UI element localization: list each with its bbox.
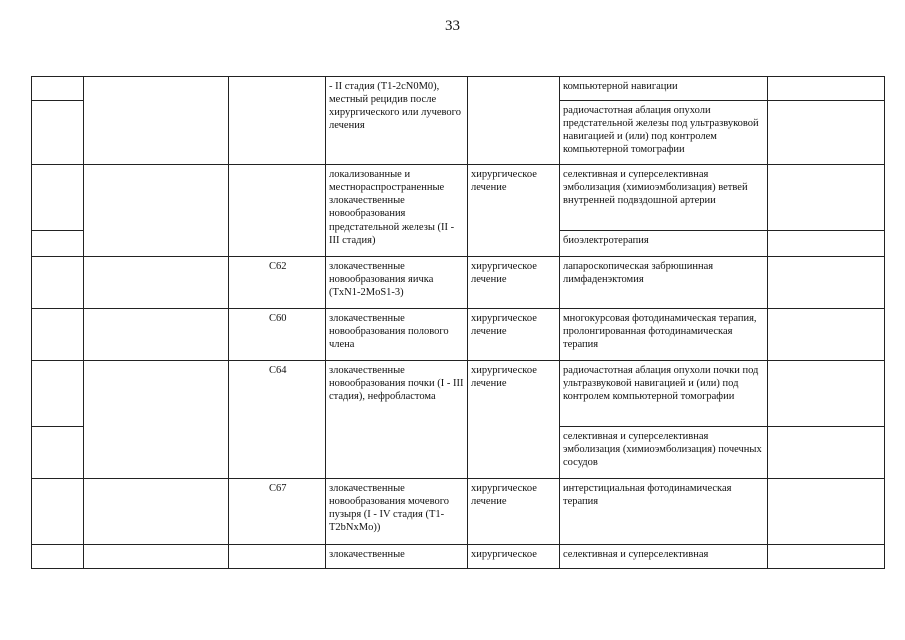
- cell-disease: злокачественные новообразования мочевого пузыря (I - IV стадия (T1-T2bNxMo)): [326, 479, 468, 545]
- table-row: [32, 165, 885, 231]
- cell-num: [32, 545, 84, 569]
- cell-treatment: хирургическое лечение: [468, 309, 560, 361]
- cell-treatment: хирургическое лечение: [468, 165, 560, 257]
- cell-code: C67: [229, 479, 326, 545]
- table-row: [32, 77, 885, 101]
- cell-disease: злокачественные новообразования почки (I - III стадия), нефробластома: [326, 361, 468, 479]
- cell-disease: локализованные и местнораспространенные злокачественные новообразования предстательной железы (II - III стадия): [326, 165, 468, 257]
- cell-treatment: хирургическое: [468, 545, 560, 569]
- cell-code: C64: [229, 361, 326, 479]
- cell-method: радиочастотная аблация опухоли предстательной железы под ультразвуковой навигацией и (или) под контролем компьютерной томографии: [560, 101, 768, 165]
- cell-num: [32, 77, 84, 101]
- cell-code: [229, 77, 326, 165]
- cell-method: лапароскопическая забрюшинная лимфаденэктомия: [560, 257, 768, 309]
- table-row: [32, 545, 885, 569]
- cell-code: C62: [229, 257, 326, 309]
- table-row: [32, 309, 885, 361]
- cell-method: селективная и суперселективная эмболизация (химиоэмболизация) ветвей внутренней подвздошной артерии: [560, 165, 768, 231]
- cell-treatment: хирургическое лечение: [468, 479, 560, 545]
- cell-method: компьютерной навигации: [560, 77, 768, 101]
- cell-method: биоэлектротерапия: [560, 231, 768, 257]
- cell-disease: злокачественные новообразования полового члена: [326, 309, 468, 361]
- cell-profile: [84, 361, 229, 479]
- cell-num: [32, 165, 84, 231]
- cell-profile: [84, 77, 229, 165]
- cell-code: [229, 545, 326, 569]
- table-row: [32, 361, 885, 427]
- cell-treatment: [468, 77, 560, 165]
- cell-disease: - II стадия (T1-2cN0M0), местный рецидив после хирургического или лучевого лечения: [326, 77, 468, 165]
- cell-disease: злокачественные новообразования яичка (TxN1-2MoS1-3): [326, 257, 468, 309]
- cell-method: многокурсовая фотодинамическая терапия, пролонгированная фотодинамическая терапия: [560, 309, 768, 361]
- cell-norm: [768, 309, 885, 361]
- cell-num: [32, 309, 84, 361]
- cell-method: интерстициальная фотодинамическая терапия: [560, 479, 768, 545]
- cell-norm: [768, 361, 885, 427]
- cell-norm: [768, 165, 885, 231]
- cell-num: [32, 101, 84, 165]
- table-row: [32, 257, 885, 309]
- cell-norm: [768, 101, 885, 165]
- cell-norm: [768, 257, 885, 309]
- cell-code: C60: [229, 309, 326, 361]
- table-row: [32, 479, 885, 545]
- cell-num: [32, 231, 84, 257]
- cell-norm: [768, 545, 885, 569]
- cell-num: [32, 479, 84, 545]
- cell-profile: [84, 545, 229, 569]
- cell-num: [32, 361, 84, 427]
- cell-method: селективная и суперселективная эмболизация (химиоэмболизация) почечных сосудов: [560, 427, 768, 479]
- cell-num: [32, 427, 84, 479]
- cell-code: [229, 165, 326, 257]
- cell-treatment: хирургическое лечение: [468, 257, 560, 309]
- cell-norm: [768, 479, 885, 545]
- cell-profile: [84, 257, 229, 309]
- cell-method: селективная и суперселективная: [560, 545, 768, 569]
- cell-norm: [768, 231, 885, 257]
- cell-method: радиочастотная аблация опухоли почки под ультразвуковой навигацией и (или) под контролем компьютерной томографии: [560, 361, 768, 427]
- page-number: 33: [445, 18, 460, 34]
- cell-disease: злокачественные: [326, 545, 468, 569]
- cell-profile: [84, 479, 229, 545]
- cell-profile: [84, 309, 229, 361]
- cell-profile: [84, 165, 229, 257]
- procedures-table: [31, 76, 885, 569]
- cell-treatment: хирургическое лечение: [468, 361, 560, 479]
- cell-num: [32, 257, 84, 309]
- cell-norm: [768, 427, 885, 479]
- cell-norm: [768, 77, 885, 101]
